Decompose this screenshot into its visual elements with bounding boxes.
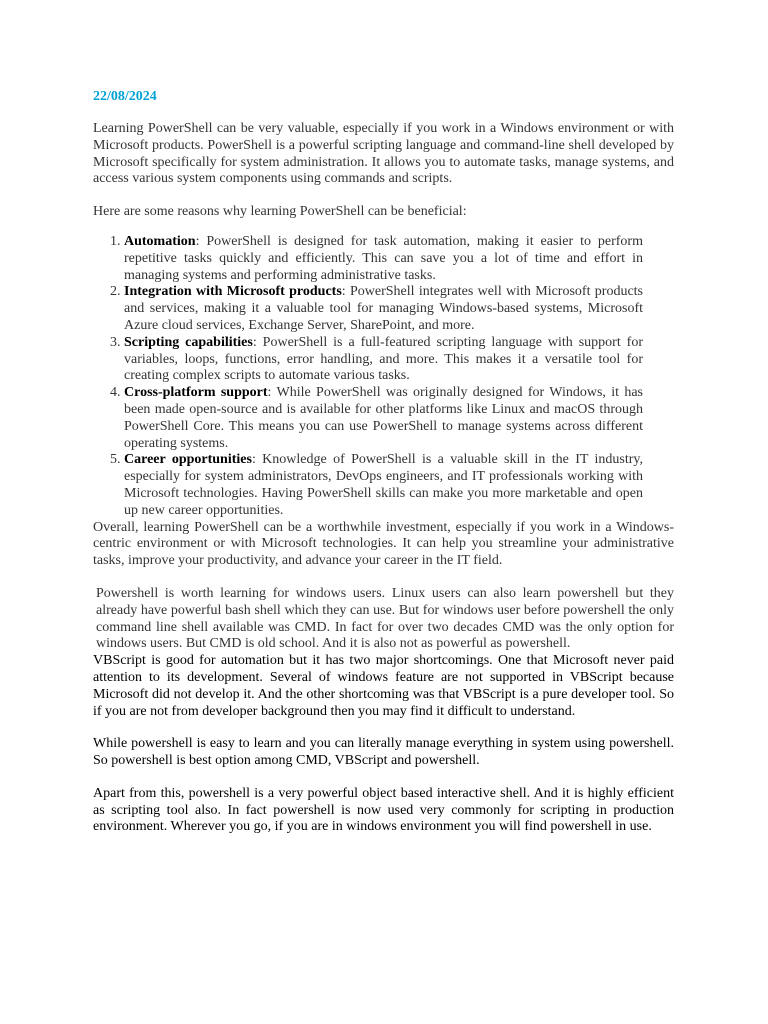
list-item [124,385,643,452]
document-date: 22/08/2024 [93,89,157,104]
windows-users-paragraph: Powershell is worth learning for windows users. Linux users can also learn powershell but they already have powerful bash shell which they can use. But for windows user before powershell the only command line shell available was CMD. In fact for over two decades CMD was the only option for windows users. But CMD is old school. And it is also not as powerful as powershell. [96,585,674,652]
reason-title: Automation [124,233,196,249]
vbscript-paragraph: VBScript is good for automation but it has two major shortcomings. One that Microsoft never paid attention to its development. Several of windows feature are not supported in VBScript because Microsoft did not develop it. And the other shortcoming was that VBScript is a pure developer tool. So if you are not from developer background then you may find it difficult to understand. [93,653,674,719]
conclusion-paragraph: Overall, learning PowerShell can be a worthwhile investment, especially if you work in a Windows-centric environment or with Microsoft technologies. It can help you streamline your administrative tasks, improve your productivity, and advance your career in the IT field. [93,519,674,569]
reason-text: : Knowledge of PowerShell is a valuable skill in the IT industry, especially for system administrators, DevOps engineers, and IT professionals working with Microsoft technologies. Having PowerShell skills can make you more marketable and open up new career opportunities. [124,452,643,518]
reason-title: Cross-platform support [124,385,268,401]
reasons-list [93,234,674,520]
reason-title: Integration with Microsoft products [124,284,342,300]
reason-title: Career opportunities [124,452,252,468]
object-shell-paragraph: Apart from this, powershell is a very powerful object based interactive shell. And it is highly efficient as scripting tool also. In fact powershell is now used very commonly for scripting in production environment. Wherever you go, if you are in windows environment you will find powershell in use. [93,785,674,835]
reasons-intro: Here are some reasons why learning PowerShell can be beneficial: [93,204,467,220]
reason-text: : While PowerShell was originally designed for Windows, it has been made open-source and is available for other platforms like Linux and macOS through PowerShell Core. This means you can use PowerShell to manage systems across different operating systems. [124,385,643,451]
list-item [124,234,643,284]
reason-title: Scripting capabilities [124,334,253,350]
reason-text: : PowerShell is a full-featured scripting language with support for variables, loops, functions, error handling, and more. This makes it a versatile tool for creating complex scripts to automate various tasks. [124,334,643,384]
reason-text: : PowerShell integrates well with Microsoft products and services, making it a valuable tool for managing Windows-based systems, Microsoft Azure cloud services, Exchange Server, SharePoint, and more. [124,284,643,333]
list-item [124,335,643,385]
list-item [124,284,643,334]
list-item [124,452,643,519]
intro-paragraph: Learning PowerShell can be very valuable, especially if you work in a Windows environment or with Microsoft products. PowerShell is a powerful scripting language and command-line shell developed by Microsoft specifically for system administration. It allows you to automate tasks, manage systems, and access various system components using commands and scripts. [93,121,674,187]
easy-to-learn-paragraph: While powershell is easy to learn and you can literally manage everything in system using powershell. So powershell is best option among CMD, VBScript and powershell. [93,736,674,769]
reason-text: : PowerShell is designed for task automation, making it easier to perform repetitive tasks quickly and efficiently. This can save you a lot of time and effort in managing systems and performing administrative tasks. [124,233,643,283]
